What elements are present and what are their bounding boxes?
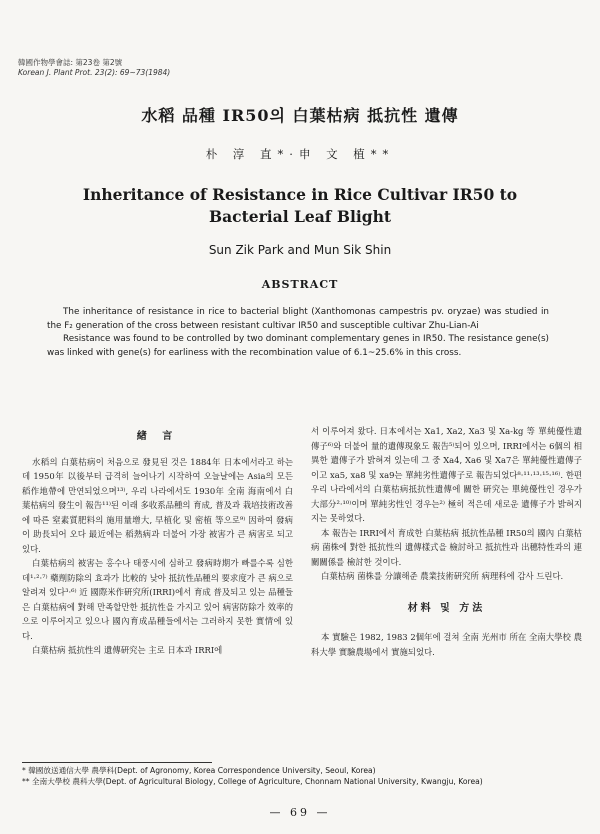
right-column (311, 424, 582, 659)
page-number: — 69 — (269, 806, 331, 819)
body-paragraph: 서 이루어져 왔다. 日本에서는 Xa1, Xa2, Xa3 및 Xa-kg 等 單純優性遺傳子⁶⁾와 더불어 量的遺傳現象도 報告⁵⁾되어 있으며, IRRI에서는 6個의 相異한 遺傳子가 밝혀져 있는데 그 중 Xa4, Xa6 및 Xa7은 單純優性遺傳子이고 xa5, xa8 및 xa9는 單純劣性遺傳子로 報告되었다⁸·¹¹·¹³·¹⁵·¹⁶⁾. 한편 우리 나라에서의 白葉枯病抵抗性遺傳에 關한 硏究는 單純優性인 경우가 大部分²·¹⁰⁾이며 單純劣性인 경우는²⁾ 極히 적은데 새로운 遺傳子가 밝혀지지는 못하였다. (311, 426, 582, 523)
footnotes (22, 765, 582, 787)
abstract-body (47, 306, 549, 360)
body-paragraph: 本 實驗은 1982, 1983 2個年에 걸쳐 全南 光州市 所在 全南大學校 農科大學 實驗農場에서 實施되었다. (311, 632, 582, 657)
journal-citation-en: Korean J. Plant Prot. 23(2): 69~73(1984) (18, 68, 171, 77)
english-authors: Sun Zik Park and Mun Sik Shin (208, 243, 392, 257)
introduction-heading: 緖 言 (136, 431, 179, 442)
left-column (22, 424, 293, 658)
journal-citation (18, 58, 170, 78)
body-paragraph: 水稻의 白葉枯病이 처음으로 發見된 것은 1884年 日本에서라고 하는데 1950年 以後부터 급격히 늘어나기 시작하여 오늘날에는 Asia의 모든 稻作地帶에 만연되었으며¹³⁾, 우리 나라에서도 1930年 全南 海南에서 白葉枯病의 發生이 報告¹¹⁾된 이래 多收系品種의 育成, 普及과 栽培技術改善에 따른 窒素質肥料의 施用量增大, 早植化 및 密植 等으로⁹⁾ 因하여 發病이 助長되어 오다 最近에는 稻熱病과 더불어 가장 被害가 큰 病害로 되고 있다. (22, 456, 293, 554)
korean-title: 水稻 品種 IR50의 白葉枯病 抵抗性 遺傳 (141, 106, 459, 125)
footnote: ** 全南大學校 農科大學(Dept. of Agricultural Biology, College of Agriculture, Chonnam National University, Kwangju, Korea) (22, 777, 483, 786)
body-paragraph: 白葉枯病의 被害는 홍수나 태풍시에 심하고 發病時期가 빠를수록 심한데¹·²·⁷⁾ 藥劑防除의 효과가 比較的 낮아 抵抗性品種의 要求度가 큰 病으로 알려져 있다³·⁶⁾ 近 國際米作硏究所(IRRI)에서 育成 普及되고 있는 品種들은 白葉枯病에 對해 만족할만한 抵抗性을 가지고 있어 病害防除가 效率的으로 이루어지고 있으나 國內育成品種들에서는 그러하지 못한 實情에 있다. (22, 558, 293, 641)
methods-heading: 材料 및 方法 (407, 602, 486, 614)
abstract-heading: ABSTRACT (261, 278, 339, 291)
journal-citation-ko: 韓國作物學會誌: 第23卷 第2號 (18, 58, 123, 67)
english-title: Inheritance of Resistance in Rice Cultivar IR50 to Bacterial Leaf Blight (82, 185, 518, 226)
body-paragraph: 白葉枯病 抵抗性의 遺傳硏究는 主로 日本과 IRRI에 (32, 645, 223, 655)
abstract-paragraph: Resistance was found to be controlled by two dominant complementary genes in IR50. The resistance gene(s) was linked with gene(s) for earliness with the recombination value of 6.1~25.6% in this cross. (47, 334, 549, 358)
korean-authors: 朴 淳 直*·申 文 植** (205, 147, 395, 161)
footnote-divider (22, 762, 212, 763)
body-paragraph: 白葉枯病 菌株를 分讓해준 農業技術硏究所 病理科에 감사 드린다. (321, 571, 564, 581)
body-paragraph: 本 報告는 IRRI에서 育成한 白葉枯病 抵抗性品種 IR50의 國內 白葉枯病 菌株에 對한 抵抗性의 遺傳樣式을 檢討하고 抵抗性과 出穗特性과의 連關關係를 檢討한 것이다. (311, 527, 582, 567)
footnote: * 韓國放送通信大學 農學科(Dept. of Agronomy, Korea Correspondence University, Seoul, Korea) (22, 766, 376, 775)
abstract-paragraph: The inheritance of resistance in rice to bacterial blight (Xanthomonas campestris pv. oryzae) was studied in the F₂ generation of the cross between resistant cultivar IR50 and susceptible cultivar Zhu-Lian-Ai (47, 307, 549, 331)
